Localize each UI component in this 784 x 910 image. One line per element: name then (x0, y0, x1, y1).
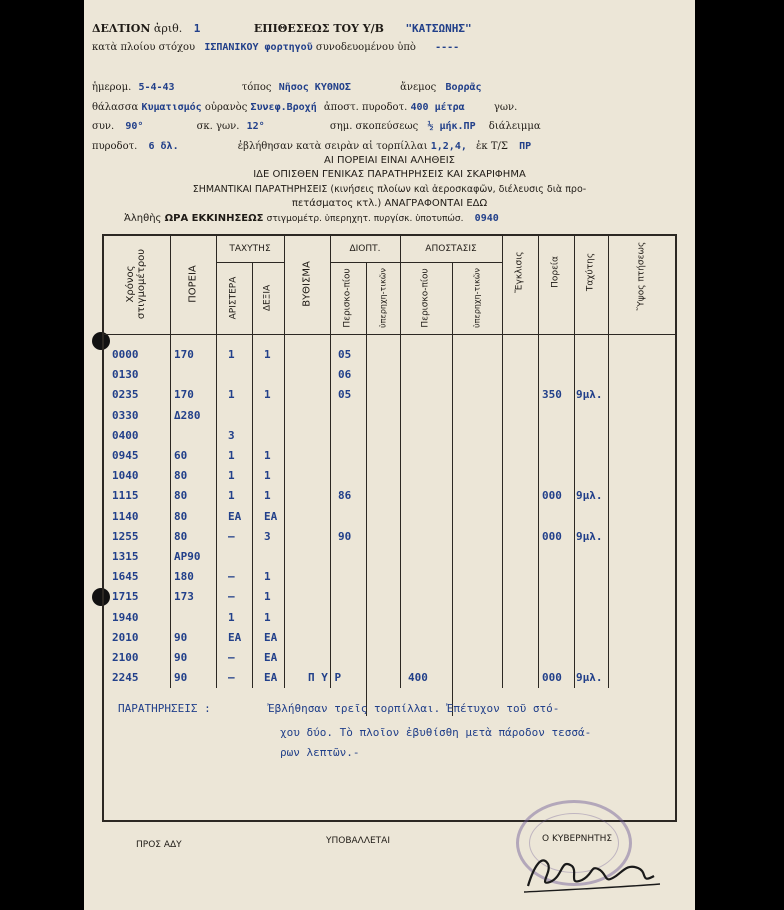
cell-left: ΕΑ (228, 509, 242, 523)
footer-recipient: ΠΡΟΣ ΑΔΥ (136, 840, 182, 850)
cell-time: 0400 (112, 428, 139, 442)
tube-value: ΠΡ (519, 141, 532, 152)
start-time-label-b: ΩΡΑ ΕΚΚΙΝΗΣΕΩΣ (164, 213, 264, 224)
table-row (102, 510, 677, 528)
start-time-line (124, 213, 499, 224)
cell-course: 170 (174, 388, 194, 402)
see-reverse-note: ΙΔΕ ΟΠΙΣΘΕΝ ΓΕΝΙΚΑΣ ΠΑΡΑΤΗΡΗΣΕΙΣ ΚΑΙ ΣΚΑΡΙΦΗΜΑ (253, 169, 526, 180)
cell-course: 90 (174, 630, 188, 644)
cell-left: ΕΑ (228, 630, 242, 644)
table-header-bottom (102, 334, 677, 335)
target-value: ΙΣΠΑΝΙΚΟΥ φορτηγοῦ (204, 42, 313, 53)
cell-time: 2100 (112, 651, 139, 664)
remarks-label: ΠΑΡΑΤΗΡΗΣΕΙΣ : (118, 702, 211, 715)
cell-left: 1 (228, 449, 235, 462)
cell-right: 1 (264, 590, 271, 604)
firing-label: πυροδοτ. (92, 141, 138, 152)
date-label: ἡμερομ. (92, 82, 132, 93)
cell-left: – (228, 529, 235, 543)
cell-course: 80 (174, 489, 188, 503)
table-row (102, 590, 677, 608)
cell-periscope: 05 (338, 348, 352, 361)
cell-time: 2010 (112, 630, 139, 644)
table-row (102, 388, 677, 406)
cell-right: ΕΑ (264, 651, 278, 664)
table-right-border (675, 234, 677, 822)
remarks-instruction-1: ΣΗΜΑΝΤΙΚΑΙ ΠΑΡΑΤΗΡΗΣΕΙΣ (κινήσεις πλοίων καὶ ἀεροσκαφῶν, διέλευσις διὰ προ- (192, 184, 587, 195)
cell-target-course: 000 (542, 671, 562, 685)
cell-time: 1140 (112, 509, 139, 523)
col-header-course: ΠΟΡΕΙΑ (187, 265, 199, 303)
cell-time: 1940 (112, 610, 139, 624)
table-row (102, 368, 677, 386)
place-label: τόπος (241, 82, 272, 93)
col-header-left: ΑΡΙΣΤΕΡΑ (228, 276, 239, 320)
sea-label: θάλασσα (92, 102, 139, 113)
cell-left: 3 (228, 428, 235, 442)
sky-label: οὐρανὸς (204, 102, 248, 113)
number-value: 1 (193, 22, 201, 35)
table-row (102, 550, 677, 568)
col-header-depth: ΒΥΘΙΣΜΑ (301, 261, 313, 307)
cell-time: 1255 (112, 529, 139, 543)
col-header-target-course: Πορεία (550, 256, 561, 288)
footer-commander: Ο ΚΥΒΕΡΝΗΤΗΣ (542, 834, 613, 844)
cell-depth: Π Υ Ρ (308, 671, 342, 685)
tube-label: ἐκ Τ/Σ (476, 141, 508, 152)
cell-target-course: 000 (542, 489, 562, 503)
remarks-instruction-2: πετάσματος κτλ.) ΑΝΑΓΡΑΦΟΝΤΑΙ ΕΔΩ (291, 198, 488, 209)
range-label: ἀποστ. πυροδοτ. (323, 102, 408, 113)
cell-left: 1 (228, 388, 235, 402)
cell-time: 1645 (112, 570, 139, 584)
angle-label: γων. (493, 102, 518, 113)
cell-right: 1 (264, 489, 271, 503)
table-row (102, 469, 677, 487)
table-row (102, 489, 677, 507)
table-row (102, 631, 677, 649)
cell-target-speed: 9μλ. (576, 671, 603, 685)
cell-target-course: 350 (542, 388, 562, 402)
cell-target-speed: 9μλ. (576, 529, 603, 543)
true-courses-note: ΑΙ ΠΟΡΕΙΑΙ ΕΙΝΑΙ ΑΛΗΘΕΙΣ (323, 155, 455, 166)
cell-course: ΑΡ90 (174, 550, 201, 563)
col-header-sonar: ὑπερηχη-τικῶν (378, 268, 388, 328)
start-time-label-a: Ἀληθὴς (124, 213, 162, 224)
table-left-border (102, 234, 104, 822)
col-header-time: Χρόνος στιγμομέτρου (125, 248, 147, 320)
header-line-4 (92, 102, 517, 113)
diopt-group-line (330, 262, 400, 263)
cell-right: 3 (264, 529, 271, 543)
cell-time: 2245 (112, 671, 139, 685)
cell-target-speed: 9μλ. (576, 388, 603, 402)
diopt-group-header: ΔΙΟΠΤ. (349, 244, 381, 254)
table-row (102, 570, 677, 588)
target-label: κατὰ πλοίου στόχου (92, 42, 196, 53)
col-header-deviation: Ἔγκλισις (514, 251, 525, 293)
cell-target-speed: 9μλ. (576, 489, 603, 503)
start-time-value: 0940 (474, 213, 499, 224)
number-label: ἀριθ. (153, 22, 183, 35)
table-row (102, 429, 677, 447)
submarine-name: "ΚΑΤΣΩΝΗΣ" (405, 22, 472, 35)
sky-value: Συνεφ.Βροχή (250, 102, 317, 113)
cell-right: 1 (264, 388, 271, 402)
cell-course: 80 (174, 509, 188, 523)
cell-time: 1715 (112, 590, 139, 604)
table-row (102, 409, 677, 427)
syn-value: 90° (125, 121, 144, 132)
table-top-border (102, 234, 677, 236)
cell-left: 1 (228, 348, 235, 361)
table-row (102, 449, 677, 467)
speed-group-line (216, 262, 284, 263)
start-time-label-c: στιγμομέτρ. ὑπερηχητ. πυργίσκ. ὑποτυπώσ. (266, 214, 464, 224)
document-page (84, 0, 695, 910)
cell-right: 1 (264, 348, 271, 361)
attack-label: ΕΠΙΘΕΣΕΩΣ ΤΟΥ Υ/Β (253, 22, 384, 35)
cell-right: 1 (264, 570, 271, 584)
remarks-line-2: χου δύο. Τὸ πλοῖον ἐβυθίσθη μετὰ πάροδον τεσσά- (280, 726, 592, 739)
cell-left: – (228, 671, 235, 685)
cell-course: 60 (174, 449, 188, 462)
table-row (102, 348, 677, 366)
sea-value: Κυματισμός (141, 102, 202, 113)
col-header-periscope: Περισκο-πίου (342, 268, 353, 328)
attack-log-table (102, 234, 677, 822)
table-row (102, 611, 677, 629)
header-line-1 (92, 22, 472, 35)
syn-label: συν. (92, 121, 115, 132)
commander-signature (520, 846, 670, 898)
cell-left: 1 (228, 489, 235, 503)
place-value: Νῆσος ΚΥΘΝΟΣ (278, 82, 351, 93)
firing-value: 6 δλ. (148, 141, 179, 152)
escort-value: ---- (435, 42, 460, 53)
cell-left: – (228, 570, 235, 584)
table-row (102, 651, 677, 669)
speed-group-header: ΤΑΧΥΤΗΣ (229, 244, 271, 254)
escort-label: συνοδευομένου ὑπὸ (315, 42, 416, 53)
cell-periscope: 06 (338, 368, 352, 382)
cell-right: ΕΑ (264, 509, 278, 523)
cell-time: 1040 (112, 469, 139, 483)
cell-distance: 400 (408, 671, 428, 685)
aim-value: ½ μήκ.ΠΡ (427, 121, 476, 132)
cell-right: 1 (264, 449, 271, 462)
cell-course: 170 (174, 348, 194, 361)
cell-time: 0945 (112, 449, 139, 462)
wind-label: ἄνεμος (400, 82, 437, 93)
header-line-2 (92, 42, 459, 53)
cell-right: ΕΑ (264, 671, 278, 685)
header-line-6 (92, 141, 531, 152)
cell-time: 0000 (112, 348, 139, 361)
header-line-5 (92, 121, 541, 132)
cell-left: – (228, 651, 235, 664)
interval-label: διάλειμμα (488, 121, 541, 132)
cell-course: 80 (174, 469, 188, 483)
cell-periscope: 05 (338, 388, 352, 402)
torpedo-label: ἐβλήθησαν κατὰ σειρὰν αἱ τορπίλλαι (237, 141, 428, 152)
col-header-right: ΔΕΞΙΑ (262, 284, 273, 312)
cell-time: 0235 (112, 388, 139, 402)
cell-periscope: 86 (338, 489, 352, 503)
aim-label: σημ. σκοπεύσεως (329, 121, 419, 132)
cell-left: 1 (228, 469, 235, 483)
col-header-distance-sonar: ὑπερηχη-τικῶν (472, 268, 482, 328)
cell-course: 180 (174, 570, 194, 584)
torpedo-value: 1,2,4, (430, 141, 467, 152)
cell-course: 80 (174, 529, 188, 543)
cell-left: – (228, 590, 235, 604)
range-value: 400 μέτρα (410, 102, 465, 113)
date-value: 5-4-43 (138, 82, 175, 93)
distance-group-header: ΑΠΟΣΤΑΣΙΣ (425, 244, 477, 254)
col-header-flight-height: Ὕψος πτήσεως (636, 241, 647, 311)
document-title: ΔΕΛΤΙΟΝ (92, 22, 151, 35)
distance-group-line (400, 262, 502, 263)
cell-left: 1 (228, 610, 235, 624)
cell-time: 0330 (112, 408, 139, 422)
col-header-target-speed: Ταχύτης (585, 252, 596, 292)
table-row (102, 530, 677, 548)
col-header-distance-periscope: Περισκο-πίου (420, 268, 431, 328)
cell-periscope: 90 (338, 529, 352, 543)
wind-value: Βορρᾶς (445, 82, 482, 93)
cell-time: 1115 (112, 489, 139, 503)
header-line-3 (92, 82, 482, 93)
cell-course: Δ280 (174, 408, 201, 422)
sk-value: 12° (246, 121, 265, 132)
cell-right: 1 (264, 610, 271, 624)
cell-time: 0130 (112, 368, 139, 382)
footer-submitted: ΥΠΟΒΑΛΛΕΤΑΙ (326, 836, 390, 846)
table-row (102, 671, 677, 689)
cell-course: 90 (174, 671, 188, 685)
sk-label: σκ. γων. (196, 121, 240, 132)
remarks-line-1: Ἐβλήθησαν τρεῖς τορπίλλαι. Ἐπέτυχον τοῦ στό- (268, 702, 560, 715)
cell-course: 173 (174, 590, 194, 604)
cell-time: 1315 (112, 550, 139, 563)
cell-target-course: 000 (542, 529, 562, 543)
remarks-line-3: ρων λεπτῶν.- (280, 746, 360, 759)
cell-right: 1 (264, 469, 271, 483)
cell-right: ΕΑ (264, 630, 278, 644)
cell-course: 90 (174, 651, 188, 664)
